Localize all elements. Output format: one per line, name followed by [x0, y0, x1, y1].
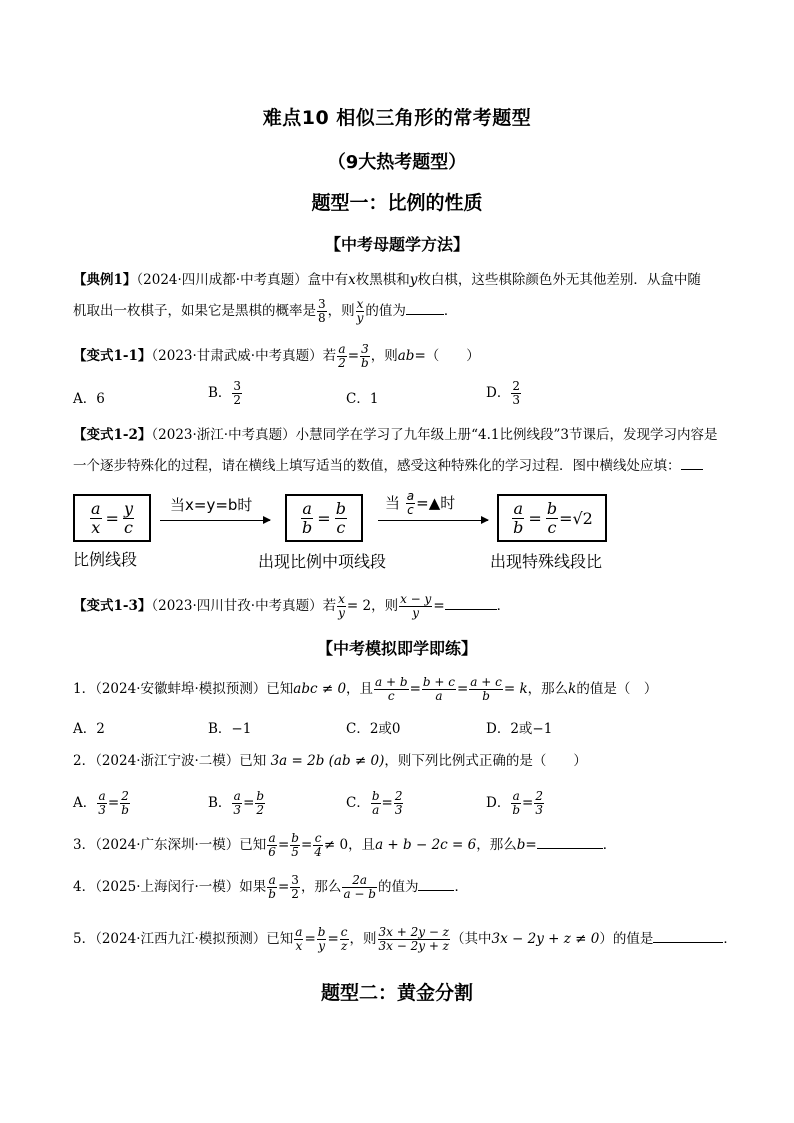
denominator: 3 [512, 393, 520, 407]
fraction [313, 832, 323, 859]
example1-line2 [73, 298, 457, 325]
numerator: b + c [422, 675, 455, 689]
denominator: c [387, 689, 395, 703]
denominator: a [435, 689, 443, 703]
denominator: c [547, 517, 557, 537]
denominator: 3 [233, 803, 242, 817]
example1-text: 盒中有 [307, 272, 349, 288]
text: 如果 [239, 879, 267, 895]
denominator: c [407, 503, 414, 517]
option-b[interactable] [208, 380, 243, 407]
denominator: a − b [343, 887, 376, 901]
var-x: x [348, 272, 356, 288]
example1-text: 的值为 [365, 303, 406, 319]
fraction [294, 926, 303, 953]
numerator: a [295, 925, 303, 939]
fraction [255, 790, 265, 817]
answer-blank[interactable] [418, 890, 454, 891]
fraction [371, 790, 381, 817]
text: ，且 [346, 681, 374, 697]
text: （其中 [451, 931, 492, 947]
diagram-box-1 [73, 494, 151, 542]
question-1: 1．（2024·安徽蚌埠·模拟预测）已知abc ≠ 0，且 $\frac{a + b}{c}$ = $\frac{b + c}{a}$ = $\frac{a + c}{b}$ = k，那么k的值是（ ） [73, 675, 658, 703]
question-3: 3．（2024·广东深圳·一模）已知 $\frac{a}{6}$ = $\frac{b}{5}$ = $\frac{c}{4}$ ≠ 0，且a + b − 2c = 6，那么b= ． [73, 831, 617, 859]
numerator: a [91, 498, 101, 518]
diagram-box-3 [497, 494, 607, 542]
method-heading: 【中考母题学方法】 [324, 235, 469, 254]
option-label: D． [486, 795, 511, 811]
option-d[interactable] [486, 380, 522, 407]
denominator: b [512, 803, 521, 817]
answer-blank[interactable] [406, 314, 444, 315]
type2-heading: 题型二：黄金分割 [320, 982, 473, 1004]
variant12-tag: 【变式1-2】 [73, 427, 152, 443]
example1-text: 机取出一枚棋子，如果它是黑棋的概率是 [73, 303, 316, 319]
denominator: b [302, 517, 313, 537]
question-number: 1． [73, 681, 96, 697]
text: ． [602, 837, 617, 853]
denominator: 2 [233, 393, 242, 407]
question-5: 5．（2024·江西九江·模拟预测）已知 $\frac{a}{x}$ = $\frac{b}{y}$ = $\frac{c}{z}$ ，则 $\frac{3x + 2y - z}{3x - 2y + z}$ （其中3x − 2y + z ≠ 0）的值是 ． [73, 925, 737, 953]
numerator: a [98, 789, 106, 803]
q1-option-b[interactable]: B．−1 [208, 721, 252, 737]
fraction [337, 593, 346, 620]
denominator: c [123, 517, 133, 537]
denominator: y [338, 606, 345, 620]
text: 当 [385, 494, 401, 512]
fraction [335, 500, 347, 537]
example1-tag: 【典例1】 [73, 272, 137, 288]
denominator: x [295, 939, 303, 953]
denominator: b [121, 803, 129, 817]
q1-option-c[interactable]: C．2或0 [346, 721, 401, 737]
expression: ab [397, 348, 415, 364]
answer-blank[interactable] [537, 848, 603, 849]
numerator: a [338, 342, 346, 356]
text: = [525, 837, 537, 853]
variant11-source: （2023·甘肃武威·中考真题） [151, 348, 323, 364]
denominator: y [318, 939, 325, 953]
text: 的值是（ ） [576, 681, 658, 697]
option-label: B． [208, 795, 232, 811]
text: ． [454, 879, 468, 895]
denominator: b [361, 356, 369, 370]
numerator: 2 [512, 379, 520, 393]
fraction [301, 500, 313, 537]
fraction [232, 380, 242, 407]
fraction [356, 298, 365, 325]
fraction [360, 343, 370, 370]
variant12-line1 [73, 425, 717, 445]
numerator: b [335, 498, 346, 518]
diagram-label-1: 比例线段 [73, 550, 138, 569]
text: ． [496, 598, 511, 614]
denominator: z [340, 939, 348, 953]
numerator: x [356, 297, 364, 311]
diagram-label-2: 出现比例中项线段 [258, 552, 387, 571]
text: ，则 [370, 348, 398, 364]
variant11-tag: 【变式1-1】 [73, 348, 152, 364]
variant11-line [73, 343, 480, 370]
example1-text: 枚白棋，这些棋除颜色外无其他差别．从盒中随 [417, 272, 701, 288]
question-number: 3． [73, 837, 96, 853]
numerator: 3 [361, 342, 369, 356]
fraction [317, 298, 327, 325]
text: ，那么 [300, 879, 342, 895]
q2-option-b[interactable]: B． $\frac{a}{3}$ = $\frac{b}{2}$ [208, 789, 265, 817]
text: 已知 [266, 681, 294, 697]
question-number: 2． [73, 753, 96, 769]
option-label: B． [208, 385, 232, 401]
fraction [406, 490, 415, 517]
expression: a + b − 2c = 6 [375, 837, 477, 853]
expression: abc ≠ 0 [293, 681, 347, 697]
denominator: a [372, 803, 380, 817]
arrow2-label [385, 490, 455, 517]
equals: = [528, 508, 542, 528]
denominator: b [513, 517, 524, 537]
numerator: a [512, 789, 520, 803]
option-label: D． [486, 385, 511, 401]
numerator: 2 [535, 789, 543, 803]
page-subtitle: （9大热考题型） [327, 152, 467, 173]
var-y: y [409, 272, 418, 288]
numerator: c [314, 831, 322, 845]
page-title: 难点10 相似三角形的常考题型 [262, 107, 532, 129]
question-source: （2024·广东深圳·一模） [95, 837, 240, 853]
option-a[interactable]: A．6 [73, 391, 105, 407]
example1-text: ，则 [327, 303, 355, 319]
variant12-line2 [73, 456, 703, 476]
denominator: y [412, 606, 420, 620]
numerator: x [338, 592, 345, 606]
numerator: a + b [375, 675, 408, 689]
diagram-label-3: 出现特殊线段比 [490, 552, 603, 571]
answer-blank[interactable] [445, 609, 497, 610]
denominator: 3 [98, 803, 106, 817]
numerator: 3 [291, 873, 299, 887]
numerator: 3x + 2y − z [378, 925, 450, 939]
answer-blank[interactable] [681, 469, 703, 470]
denominator: 4 [314, 845, 322, 859]
numerator: 2 [394, 789, 403, 803]
text: ，则 [349, 931, 377, 947]
fraction [290, 874, 300, 901]
fraction [511, 790, 521, 817]
denominator: 5 [291, 845, 299, 859]
numerator: y [123, 498, 133, 518]
fraction [546, 500, 558, 537]
example1-source: （2024·四川成都·中考真题） [136, 272, 308, 288]
denominator: 3x − 2y + z [378, 939, 450, 953]
example1-text: ． [443, 303, 458, 319]
question-source: （2024·安徽蚌埠·模拟预测） [95, 681, 267, 697]
fraction [317, 926, 327, 953]
numerator: 3 [318, 297, 326, 311]
fraction [267, 874, 277, 901]
sqrt-value: =√2 [559, 508, 593, 528]
q1-option-a[interactable]: A．2 [73, 721, 105, 737]
fraction [340, 926, 349, 953]
equals: = [317, 508, 331, 528]
q2-option-a[interactable]: A． $\frac{a}{3}$ = $\frac{2}{b}$ [73, 789, 129, 817]
variant13-line [73, 593, 510, 620]
var-k: k [568, 681, 577, 697]
question-source: （2024·江西九江·模拟预测） [95, 931, 267, 947]
fraction [422, 676, 456, 703]
expression: 3a = 2b (ab ≠ 0) [270, 753, 385, 769]
fraction [534, 790, 544, 817]
fraction [90, 500, 102, 537]
variant13-tag: 【变式1-3】 [73, 598, 152, 614]
fraction [511, 380, 521, 407]
numerator: 2 [121, 789, 129, 803]
text: 已知 [266, 931, 294, 947]
numerator: a [268, 831, 276, 845]
numerator: a [406, 489, 415, 503]
numerator: 2a [342, 874, 377, 888]
denominator: y [356, 311, 364, 325]
example1-line1 [73, 270, 701, 290]
numerator: a [513, 498, 524, 518]
text: 已知 [239, 837, 267, 853]
numerator: x − y [400, 592, 432, 606]
denominator: 2 [291, 887, 299, 901]
text: 小慧同学在学习了九年级上册“4.1比例线段”3节课后，发现学习内容是 [295, 427, 718, 443]
question-4: 4．（2025·上海闵行·一模）如果 $\frac{a}{b}$ = $\frac{3}{2}$ ，那么 $\frac{2a}{a - b}$ 的值为 ． [73, 873, 468, 901]
question-source: （2024·浙江宁波·二模） [95, 753, 240, 769]
numerator: a + c [470, 675, 502, 689]
fraction [394, 790, 404, 817]
numerator: a [302, 498, 312, 518]
numerator: a [233, 789, 241, 803]
option-label: A． [73, 795, 97, 811]
arrow-right-icon [160, 520, 270, 521]
fraction [97, 790, 107, 817]
fraction [399, 593, 432, 620]
numerator: b [317, 925, 326, 939]
fraction [290, 832, 300, 859]
option-label: C． [346, 795, 370, 811]
text: ． [723, 931, 737, 947]
text: = 2，则 [346, 598, 399, 614]
text: ≠ 0，且 [323, 837, 376, 853]
text: 若 [322, 598, 337, 614]
denominator: 2 [256, 803, 265, 817]
arrow-right-icon [378, 520, 488, 521]
option-c[interactable]: C．1 [346, 391, 379, 407]
q2-option-c[interactable]: C． $\frac{b}{a}$ = $\frac{2}{3}$ [346, 789, 403, 817]
denominator: b [482, 689, 490, 703]
fraction [232, 790, 242, 817]
denominator: b [268, 887, 276, 901]
practice-heading: 【中考模拟即学即练】 [316, 639, 477, 658]
equals: = [105, 508, 119, 528]
fraction [337, 343, 347, 370]
question-2 [73, 751, 587, 771]
fraction [123, 500, 134, 537]
denominator: 3 [394, 803, 403, 817]
question-number: 4． [73, 879, 96, 895]
var-b: b [516, 837, 526, 853]
text: ，那么 [527, 681, 569, 697]
fraction [342, 874, 377, 901]
numerator: b [256, 789, 265, 803]
text: ，则下列比例式正确的是（ ） [384, 753, 587, 769]
denominator: 2 [338, 356, 346, 370]
fraction [374, 676, 409, 703]
arrow1-label: 当x=y=b时 [170, 496, 253, 514]
fraction [267, 832, 277, 859]
expression: = k [503, 681, 528, 697]
numerator: b [291, 831, 299, 845]
numerator: b [546, 498, 558, 518]
numerator: 3 [233, 379, 242, 393]
numerator: b [371, 789, 380, 803]
denominator: 3 [535, 803, 543, 817]
question-number: 5． [73, 931, 96, 947]
denominator: c [336, 517, 346, 537]
denominator: 8 [318, 311, 326, 325]
variant13-source: （2023·四川甘孜·中考真题） [151, 598, 323, 614]
q2-option-d[interactable]: D． $\frac{a}{b}$ = $\frac{2}{3}$ [486, 789, 543, 817]
text: 已知 [239, 753, 267, 769]
text: 的值为 [377, 879, 419, 895]
type1-heading: 题型一：比例的性质 [311, 192, 483, 214]
variant12-source: （2023·浙江·中考真题） [151, 427, 296, 443]
diagram-box-2 [285, 494, 363, 542]
text: 若 [322, 348, 337, 364]
question-source: （2025·上海闵行·一模） [95, 879, 240, 895]
expression: 3x − 2y + z ≠ 0 [491, 931, 600, 947]
fraction [120, 790, 130, 817]
answer-blank[interactable] [653, 942, 723, 943]
numerator: a [268, 873, 276, 887]
fraction [378, 926, 451, 953]
text: = [347, 348, 360, 364]
fraction [512, 500, 524, 537]
text: =（ ） [414, 348, 480, 364]
denominator: 6 [268, 845, 276, 859]
text: ，那么 [476, 837, 517, 853]
text: = [433, 598, 445, 614]
text: =▲时 [416, 494, 456, 512]
numerator: c [340, 925, 348, 939]
fraction [469, 676, 503, 703]
q1-option-d[interactable]: D．2或−1 [486, 721, 553, 737]
denominator: x [91, 517, 101, 537]
example1-text: 枚黑棋和 [355, 272, 410, 288]
text: ）的值是 [599, 931, 654, 947]
text: 一个逐步特殊化的过程，请在横线上填写适当的数值，感受这种特殊化的学习过程．图中横线处应填： [73, 458, 681, 474]
